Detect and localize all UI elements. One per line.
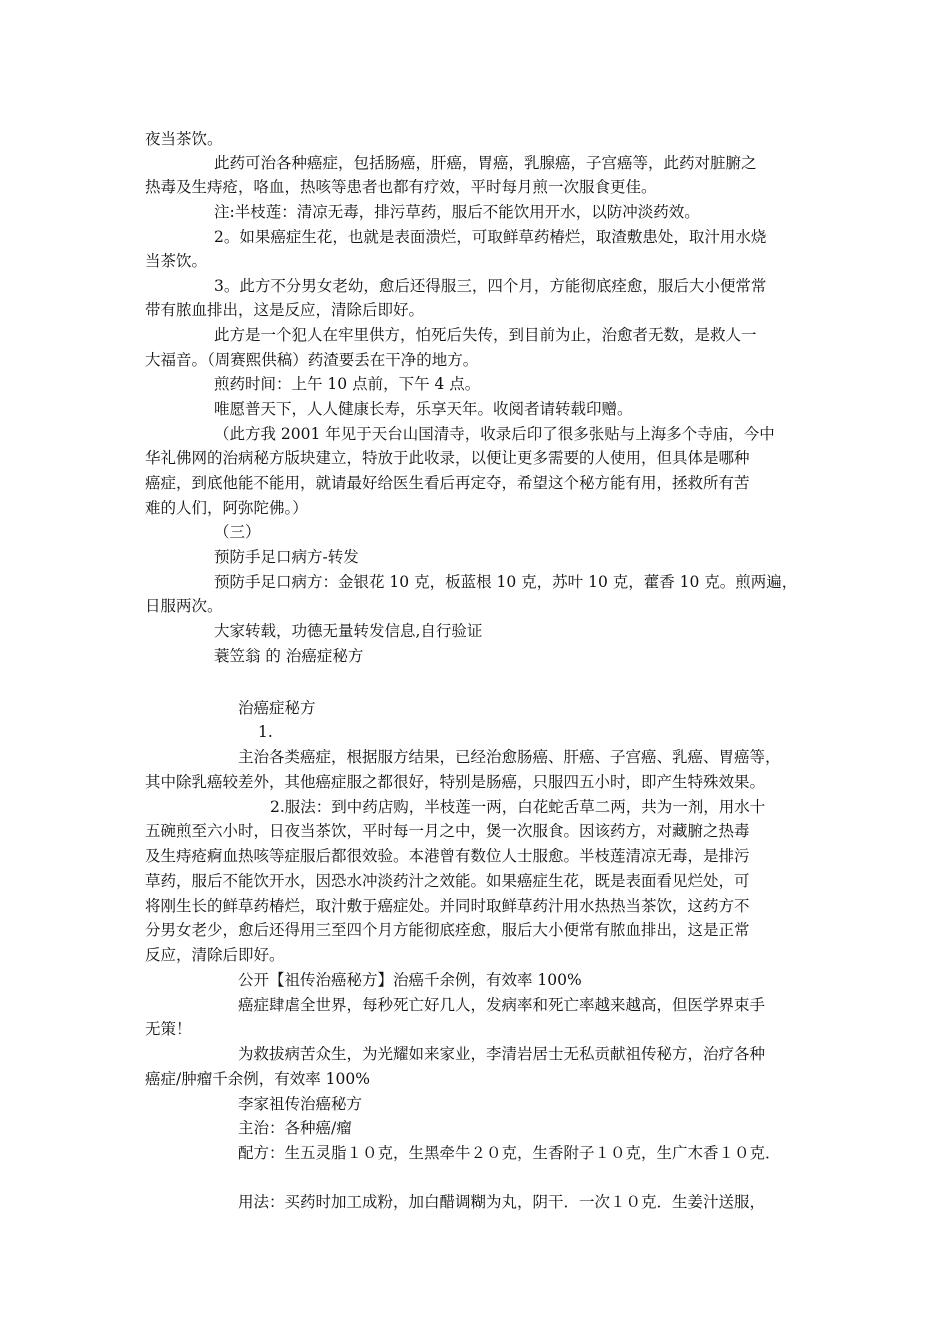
text-line: 反应，清除后即好。 [145,946,285,964]
text-line: 当茶饮。 [145,252,208,270]
text-line: 其中除乳癌较差外，其他癌症服之都很好，特别是肠癌，只服四五小时，即产生特殊效果。 [145,773,766,791]
text-line: 热毒及生痔疮，咯血，热咳等患者也都有疗效，平时每月煎一次服食更佳。 [145,178,657,196]
text-line: 唯愿普天下，人人健康长寿，乐享天年。收阅者请转载印赠。 [214,400,633,418]
text-line: 2.服法：到中药店购，半枝莲一两，白花蛇舌草二两，共为一剂，用水十 [270,798,766,816]
text-line: 草药，服后不能饮开水，因恐水冲淡药汁之效能。如果癌症生花，既是表面看见烂处，可 [145,872,750,890]
text-line: 用法：买药时加工成粉，加白醋调糊为丸，阴干．一次１０克．生姜汁送服， [238,1193,766,1211]
text-line: 无策！ [145,1020,192,1038]
text-line: 李家祖传治癌秘方 [238,1095,363,1113]
text-line: 公开【祖传治癌秘方】治癌千余例，有效率 100% [238,971,582,989]
text-line: 预防手足口病方：金银花 10 克，板蓝根 10 克，苏叶 10 克，藿香 10 克。煎两遍， [214,573,798,591]
text-line: 配方：生五灵脂１０克，生黑牵牛２０克，生香附子１０克，生广木香１０克． [238,1144,781,1162]
text-line: 注:半枝莲：清凉无毒，排污草药，服后不能饮用开水，以防冲淡药效。 [214,203,700,221]
text-line: 及生痔疮痾血热咳等症服后都很效验。本港曾有数位人士服愈。半枝莲清凉无毒，是排污 [145,847,750,865]
text-line: 癌症/肿瘤千余例，有效率 100% [145,1070,370,1088]
text-line: 难的人们，阿弥陀佛。） [145,499,308,517]
text-line: （三） [214,523,261,541]
text-line: 癌症肆虐全世界，每秒死亡好几人，发病率和死亡率越来越高，但医学界束手 [238,996,766,1014]
text-line: 大福音。（周赛熙供稿）药渣要丢在干净的地方。 [145,351,479,369]
text-line: 蓑笠翁 的 治癌症秘方 [214,647,364,665]
text-line: 治癌症秘方 [238,699,316,717]
text-line: 带有脓血排出，这是反应，清除后即好。 [145,301,425,319]
text-line: 大家转载，功德无量转发信息,自行验证 [214,622,483,640]
text-line: 五碗煎至六小时，日夜当茶饮，平时每一月之中，煲一次服食。因该药方，对藏腑之热毒 [145,822,750,840]
text-line: 夜当茶饮。 [145,130,223,148]
text-line: （此方我 2001 年见于天台山国清寺，收录后印了很多张贴与上海多个寺庙，今中 [214,425,775,443]
text-line: 此方是一个犯人在牢里供方，怕死后失传，到目前为止，治愈者无数，是救人一 [214,326,757,344]
text-line: 2。如果癌症生花，也就是表面溃烂，可取鲜草药椿烂，取渣敷患处，取汁用水烧 [214,228,767,246]
text-line: 1. [258,723,273,741]
text-line: 主治各类癌症，根据服方结果，已经治愈肠癌、肝癌、子宫癌、乳癌、胃癌等， [238,748,781,766]
text-line: 主治：各种癌/瘤 [238,1119,352,1137]
text-line: 癌症，到底他能不能用，就请最好给医生看后再定夺，希望这个秘方能有用，拯救所有苦 [145,474,750,492]
text-line: 日服两次。 [145,597,223,615]
text-line: 煎药时间：上午 10 点前，下午 4 点。 [214,375,481,393]
text-line: 3。此方不分男女老幼，愈后还得服三，四个月，方能彻底痊愈，服后大小便常常 [214,277,767,295]
text-line: 分男女老少，愈后还得用三至四个月方能彻底痊愈，服后大小便常有脓血排出，这是正常 [145,921,750,939]
text-line: 将刚生长的鲜草药椿烂，取汁敷于癌症处。并同时取鲜草药汁用水热热当茶饮，这药方不 [145,897,750,915]
text-line: 预防手足口病方-转发 [214,548,359,566]
text-line: 此药可治各种癌症，包括肠癌，肝癌，胃癌，乳腺癌，子宫癌等，此药对脏腑之 [214,154,757,172]
text-line: 为救拔病苦众生，为光耀如来家业，李清岩居士无私贡献祖传秘方，治疗各种 [238,1045,766,1063]
text-line: 华礼佛网的治病秘方版块建立，特放于此收录，以便让更多需要的人使用，但具体是哪种 [145,449,750,467]
